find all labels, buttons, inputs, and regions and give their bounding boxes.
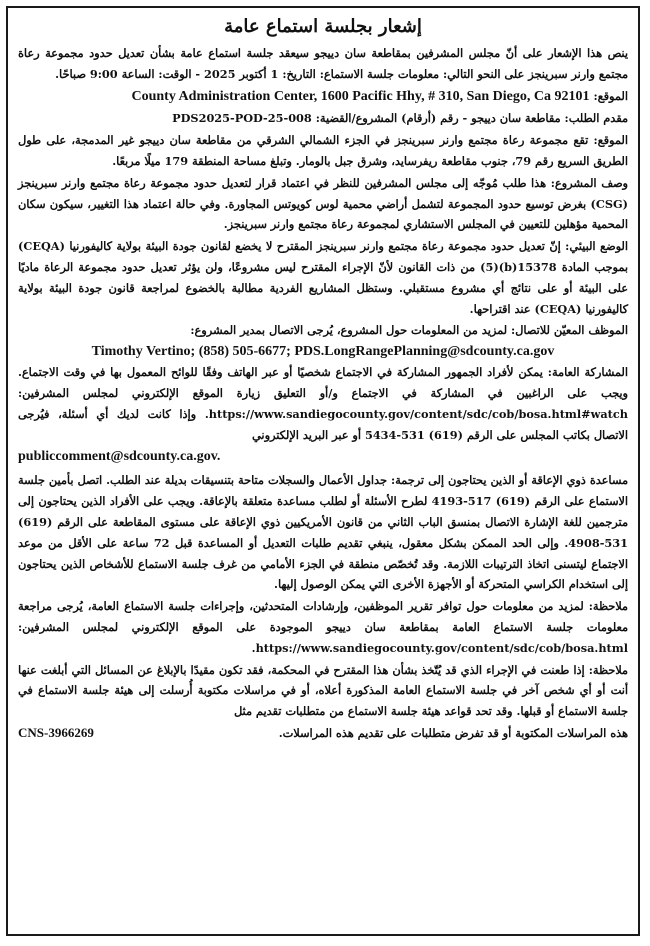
participation-paragraph: المشاركة العامة: يمكن لأفراد الجمهور المشاركة في الاجتماع شخصيًا أو عبر الهاتف وفقًا للوائح المعمول بها في وقت الاجتماع. ويجب على الراغبين في المشاركة في الاجتماع و/أو التعليق زيارة الموقع الإلكتروني لمجلس المشرفين: https://www.sandiegocounty.gov/content/sdc/cob/bosa.html#watch. وإذا كانت لديك أي أسئلة، فيُرجى الاتصال بكاتب المجلس على الرقم (619) 531-5434 أو عبر البريد الإلكتروني <box>18 365 628 442</box>
applicant-paragraph: مقدم الطلب: مقاطعة سان دييجو - رقم (أرقام) المشروع/القضية: 008-PDS2025-POD-25 <box>172 111 628 126</box>
environmental-paragraph: الوضع البيئي: إنّ تعديل حدود مجموعة رعاة مجتمع وارنر سبرينجز المقترح لا يخضع لقانون جودة البيئة بولاية كاليفورنيا (CEQA) بموجب المادة 15378(b)(5) من ذات القانون لأنّ الإجراء المقترح ليس مشروعًا، ولن يؤثر تعديل حدود مجموعة الرعاة ماديًا على البيئة أو على نتائج أي مشروع مستقبلي. وستظل المشاريع الفردية مطالبة بالخضوع لمراجعة قانون جودة البيئة بولاية كاليفورنيا (CEQA) عند اقتراحها. <box>18 239 628 316</box>
location-paragraph <box>18 86 628 108</box>
note-2-end: هذه المراسلات المكتوبة أو قد تفرض متطلبات على تقديم هذه المراسلات. <box>278 725 628 740</box>
location-label: الموقع: <box>593 88 628 103</box>
contact-line: Timothy Vertino; (858) 505-6677; PDS.LongRangePlanning@sdcounty.ca.gov <box>91 344 555 360</box>
location-value: County Administration Center, 1600 Pacific Hhy, # 310, San Diego, Ca 92101 <box>131 88 590 104</box>
intro-paragraph: ينص هذا الإشعار على أنّ مجلس المشرفين بمقاطعة سان دييجو سيعقد جلسة استماع عامة بشأن تعديل حدود مجموعة رعاة مجتمع وارنر سبرينجز على النحو التالي: معلومات جلسة الاستماع: التاريخ: 1 أكتوبر 2025 - الوقت: الساعة 9:00 صباحًا. <box>18 46 628 81</box>
note-2-paragraph: ملاحظة: إذا طعنت في الإجراء الذي قد يُتّخذ بشأن هذا المقترح في المحكمة، فقد تكون مقيدًا بالإبلاغ عن المسائل التي أبلغت عنها أنت أو أي شخص آخر في جلسة الاستماع العامة المذكورة أعلاه، أو في مراسلات مكتوبة أُرسلت إلى هيئة جلسة الاستماع في جلسة الاستماع أو قبلها. وقد تحد قواعد هيئة جلسة الاستماع من متطلبات تقديم مثل <box>18 662 628 719</box>
cns-number: CNS-3966269 <box>18 724 94 740</box>
description-paragraph: وصف المشروع: هذا طلب مُوجّه إلى مجلس المشرفين للنظر في اعتماد قرار لتعديل حدود مجموعة رعاة مجتمع وارنر سبرينجز (CSG) بغرض توسيع حدود المجموعة لتشمل أراضي محمية لوس كويوتس المجاورة. وفي حالة اعتماد هذا التغيير، سيكون سكان المحمية مؤهلين للتعيين في المجلس الاستشاري لمجموعة رعاة مجتمع وارنر سبرينجز. <box>18 175 628 232</box>
accessibility-paragraph: مساعدة ذوي الإعاقة أو الذين يحتاجون إلى ترجمة: جداول الأعمال والسجلات متاحة بتنسيقات بديلة عند الطلب. اتصل بأمين جلسة الاستماع على الرقم (619) 517-4193 لطرح الأسئلة أو لطلب مساعدة متعلقة بالإعاقة. ويجب على الأفراد الذين يحتاجون إلى مترجمين للغة الإشارة الاتصال بمنسق الباب الثاني من قانون الأمريكيين ذوي الإعاقة على مستوى المقاطعة على الرقم (619) 531-4908. وإلى الحد الممكن بشكل معقول، ينبغي تقديم طلبات التعديل أو المساعدة قبل 72 ساعة على الأقل من موعد الاجتماع ليتسنى اتخاذ الترتيبات اللازمة. وقد تُخصّص منطقة في الجزء الأمامي من غرف جلسة الاستماع للأشخاص الذين يحتاجون إلى استخدام الكراسي المتحركة أو الأجهزة الأخرى التي يمكن الوصول إليها. <box>18 473 629 592</box>
site-paragraph: الموقع: تقع مجموعة رعاة مجتمع وارنر سبرينجز في الجزء الشمالي الشرقي من مقاطعة سان دييجو غير المدمجة، على طول الطريق السريع رقم 79، جنوب مقاطعة ريفرسايد، وشرق جبل بالومار. وتبلغ مساحة المنطقة 179 ميلًا مربعًا. <box>18 133 628 168</box>
email-line: publiccomment@sdcounty.ca.gov. <box>18 449 221 465</box>
notice-footer <box>18 723 628 745</box>
notice-title: إشعار بجلسة استماع عامة <box>224 16 422 37</box>
legal-notice <box>6 6 640 936</box>
note-1-paragraph: ملاحظة: لمزيد من معلومات حول توافر تقرير الموظفين، وإرشادات المتحدثين، وإجراءات جلسة الاستماع العامة، يُرجى مراجعة معلومات جلسة الاستماع العامة بمقاطعة سان دييجو الموجودة على الموقع الإلكتروني لمجلس المشرفين: https://www.sandiegocounty.gov/content/sdc/cob/bosa.html. <box>18 599 628 655</box>
contact-paragraph: الموظف المعيّن للاتصال: لمزيد من المعلومات حول المشروع، يُرجى الاتصال بمدير المشروع: <box>190 323 628 338</box>
